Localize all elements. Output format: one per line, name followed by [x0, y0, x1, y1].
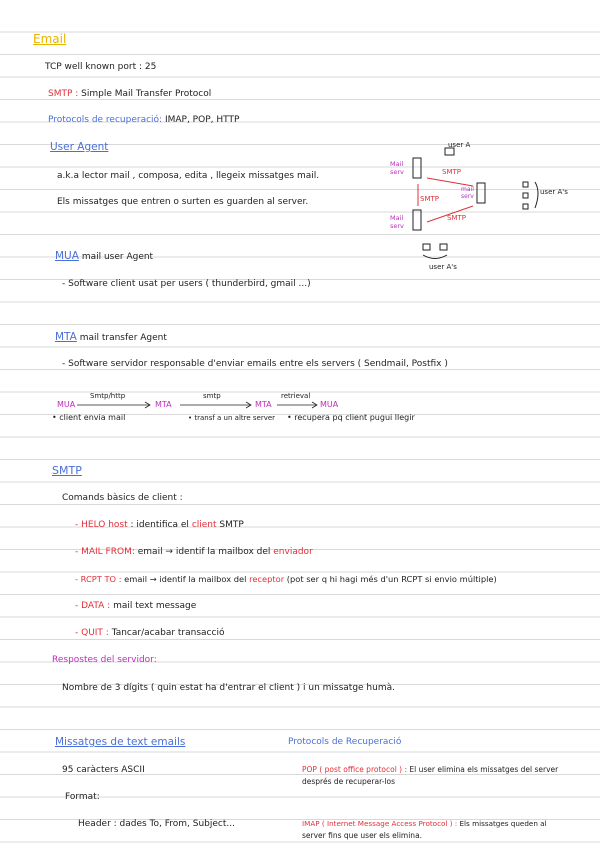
- pop-label: POP ( post office protocol ) :: [302, 765, 407, 774]
- command-name: - DATA :: [75, 601, 111, 611]
- command-name: - RCPT TO :: [75, 574, 122, 584]
- user-device-icon: [440, 244, 447, 250]
- diagram-svg: [385, 138, 590, 273]
- flow-note-3: • recupera pq client pugui llegir: [287, 413, 415, 422]
- command-highlight: receptor: [249, 574, 285, 584]
- imap-text-2: server fins que user els elimina.: [302, 831, 423, 840]
- protocols-label: Protocols de recuperació:: [48, 115, 163, 125]
- pop-text-2: després de recuperar-los: [302, 777, 395, 786]
- mua-label: mail user Agent: [81, 252, 154, 262]
- command-row: [75, 627, 224, 639]
- smtp-definition: [48, 88, 211, 100]
- user-device-icon: [523, 204, 528, 209]
- brace-icon: [535, 182, 538, 208]
- command-row: [75, 573, 497, 585]
- label-smtp-bottom: SMTP: [447, 214, 466, 222]
- server-top-icon: [413, 158, 421, 178]
- imap-label: IMAP ( Internet Message Access Protocol ) :: [302, 819, 458, 828]
- pop-line: [302, 764, 558, 776]
- page-title: Email: [33, 32, 67, 46]
- command-name: - HELO host: [75, 520, 128, 530]
- label-user-a-s: user A's: [540, 188, 568, 196]
- mta-label: mail transfer Agent: [79, 333, 167, 343]
- mail-system-diagram: [385, 138, 590, 273]
- brace-icon: [423, 255, 447, 259]
- flow-label-1: Smtp/http: [90, 392, 126, 400]
- mua-description: - Software client usat per users ( thunderbird, gmail ...): [62, 279, 311, 289]
- command-name: - QUIT :: [75, 628, 109, 638]
- user-device-icon: [523, 182, 528, 187]
- tcp-port-line: TCP well known port : 25: [45, 62, 157, 72]
- user-device-icon: [523, 193, 528, 198]
- label-mail-serv-right: mail serv: [461, 186, 474, 200]
- command-row: [75, 546, 313, 558]
- server-bottom-icon: [413, 210, 421, 230]
- command-post: SMTP: [219, 520, 244, 530]
- protocols-line: [48, 114, 239, 126]
- label-mail-serv-top: Mail serv: [390, 160, 404, 176]
- command-row: [75, 600, 196, 612]
- mua-acronym: MUA: [55, 250, 79, 262]
- command-pre: mail text message: [113, 601, 197, 611]
- user-agent-line-2: Els missatges que entren o surten es guarden al server.: [57, 197, 309, 207]
- command-pre: email → identif la mailbox del: [124, 574, 247, 584]
- smtp-heading: SMTP: [52, 464, 82, 477]
- flow-node-mua-1: MUA: [57, 400, 76, 409]
- protocols-list: IMAP, POP, HTTP: [164, 115, 240, 125]
- command-post: (pot ser q hi hagi més d'un RCPT si envio múltiple): [286, 574, 497, 584]
- command-highlight: enviador: [273, 547, 313, 557]
- user-device-icon: [423, 244, 430, 250]
- command-row: [75, 519, 244, 531]
- flow-label-2: smtp: [203, 392, 221, 400]
- arrow-top: [427, 178, 473, 186]
- smtp-acronym: SMTP :: [48, 89, 79, 99]
- imap-text: Els missatges queden al: [459, 819, 547, 828]
- imap-line: [302, 818, 547, 830]
- responses-title: Respostes del servidor:: [52, 655, 157, 665]
- pop-text: El user elimina els missatges del server: [409, 765, 559, 774]
- responses-text: Nombre de 3 dígits ( quin estat ha d'entrar el client ) i un missatge humà.: [62, 683, 395, 693]
- command-pre: : identifica el: [130, 520, 189, 530]
- user-agent-line-1: a.k.a lector mail , composa, edita , llegeix missatges mail.: [57, 171, 320, 181]
- mta-description: - Software servidor responsable d'enviar emails entre els servers ( Sendmail, Postfix ): [62, 359, 448, 369]
- smtp-expansion: Simple Mail Transfer Protocol: [81, 89, 212, 99]
- label-user-as-bottom: user A's: [429, 263, 457, 271]
- mail-flow: [55, 392, 355, 412]
- flow-node-mua-2: MUA: [320, 400, 339, 409]
- command-highlight: client: [191, 520, 217, 530]
- flow-note-1: • client envia mail: [52, 413, 126, 422]
- messages-line-3: Header : dades To, From, Subject...: [78, 819, 235, 829]
- command-pre: email → identif la mailbox del: [137, 547, 271, 557]
- messages-line-2: Format:: [65, 792, 100, 802]
- mta-acronym: MTA: [55, 331, 77, 343]
- recovery-heading: Protocols de Recuperació: [288, 737, 402, 747]
- flow-node-mta-1: MTA: [155, 400, 172, 409]
- command-name: - MAIL FROM:: [75, 547, 135, 557]
- label-smtp-vertical: SMTP: [420, 195, 439, 203]
- user-agent-heading: User Agent: [50, 141, 109, 153]
- mta-title: [55, 331, 167, 344]
- messages-heading: Missatges de text emails: [55, 736, 186, 748]
- label-mail-serv-bottom: Mail serv: [390, 214, 404, 230]
- command-pre: Tancar/acabar transacció: [111, 628, 225, 638]
- label-user-a: user A: [448, 141, 471, 149]
- flow-label-3: retrieval: [281, 392, 311, 400]
- commands-title: Comands bàsics de client :: [62, 493, 183, 503]
- flow-node-mta-2: MTA: [255, 400, 272, 409]
- flow-note-2: • transf a un altre server: [188, 414, 276, 422]
- messages-line-1: 95 caràcters ASCII: [62, 765, 145, 775]
- mua-title: [55, 250, 153, 263]
- label-smtp-top: SMTP: [442, 168, 461, 176]
